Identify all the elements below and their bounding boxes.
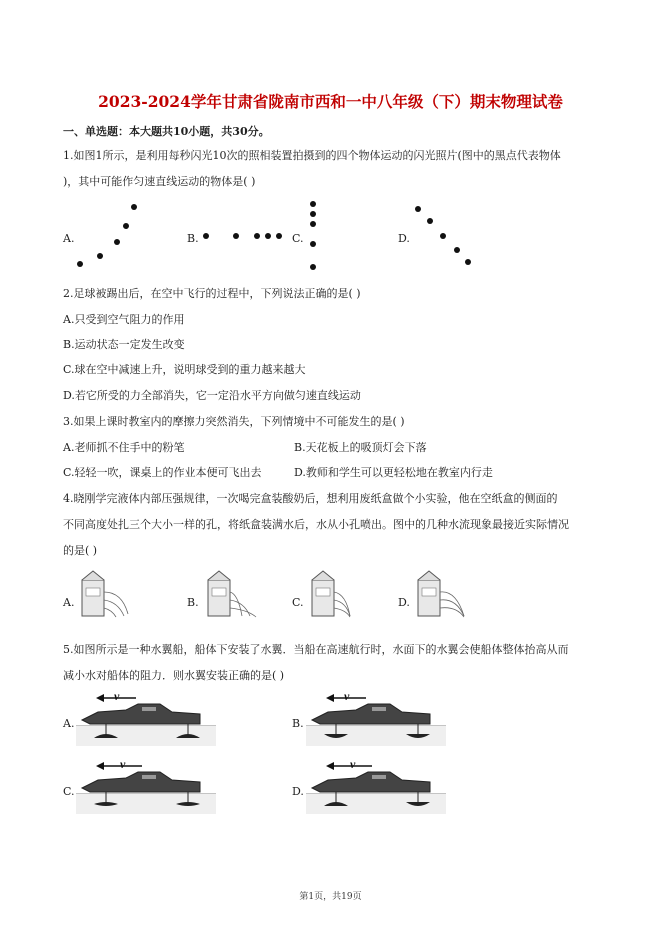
q2-option-c: C.球在空中减速上升，说明球受到的重力越来越大 <box>63 363 306 376</box>
q5-option-c-label: C. <box>63 785 75 798</box>
q2-option-d: D.若它所受的力全部消失，它一定沿水平方向做匀速直线运动 <box>63 389 361 402</box>
q1-option-b-label: B. <box>187 232 199 245</box>
velocity-symbol: v <box>120 757 126 771</box>
q3-option-d: D.教师和学生可以更轻松地在教室内行走 <box>294 466 493 479</box>
q3-option-c: C.轻轻一吹，课桌上的作业本便可飞出去 <box>63 466 262 479</box>
q5-option-b-label: B. <box>292 717 304 730</box>
q5-boat-c <box>76 756 216 818</box>
q3-stem: 3.如果上课时教室内的摩擦力突然消失，下列情境中不可能发生的是( ) <box>63 415 405 428</box>
q5-text-line1: 5.如图所示是一种水翼船，船体下安装了水翼．当船在高速航行时，水面下的水翼会使船体整体抬高从而 <box>63 643 569 656</box>
q4-text-line2: 不同高度处扎三个大小一样的孔，将纸盒装满水后，水从小孔喷出。图中的几种水流现象最接近实际情况 <box>63 518 569 531</box>
page-footer: 第1页，共19页 <box>299 892 362 902</box>
q2-option-b: B.运动状态一定发生改变 <box>63 338 185 351</box>
q3-option-a: A.老师抓不住手中的粉笔 <box>63 441 185 454</box>
q5-text-line2: 减小水对船体的阻力．则水翼安装正确的是( ) <box>63 669 285 682</box>
q4-option-d-label: D. <box>398 596 410 609</box>
q1-option-a-label: A. <box>63 232 75 245</box>
q5-boat-a <box>76 688 216 750</box>
q2-stem: 2.足球被踢出后，在空中飞行的过程中，下列说法正确的是( ) <box>63 287 361 300</box>
q1-dots-b <box>198 228 288 244</box>
q2-option-a: A.只受到空气阻力的作用 <box>63 313 185 326</box>
exam-title: 2023-2024学年甘肃省陇南市西和一中八年级（下）期末物理试卷 <box>98 92 563 111</box>
q1-dots-a <box>72 200 142 272</box>
q4-option-c-label: C. <box>292 596 304 609</box>
q4-option-b-label: B. <box>187 596 199 609</box>
q4-carton-c <box>304 568 366 620</box>
q1-dots-c <box>306 198 320 272</box>
q1-dots-d <box>410 200 474 268</box>
velocity-symbol: v <box>344 689 350 703</box>
q1-option-c-label: C. <box>292 232 304 245</box>
q4-option-a-label: A. <box>63 596 75 609</box>
q1-text-line2: )，其中可能作匀速直线运动的物体是( ) <box>63 175 256 188</box>
q4-carton-b <box>200 568 262 620</box>
q5-boat-b <box>306 688 446 750</box>
section-header: 一、单选题：本大题共10小题，共30分。 <box>63 125 270 138</box>
q5-option-d-label: D. <box>292 785 304 798</box>
q4-text-line3: 的是( ) <box>63 544 98 557</box>
velocity-symbol: v <box>114 689 120 703</box>
q1-option-d-label: D. <box>398 232 410 245</box>
q3-option-b: B.天花板上的吸顶灯会下落 <box>294 441 427 454</box>
q4-carton-a <box>74 568 136 620</box>
q1-text-line1: 1.如图1所示，是利用每秒闪光10次的照相装置拍摄到的四个物体运动的闪光照片(图中的黑点代表物体 <box>63 149 561 162</box>
q4-carton-d <box>410 568 472 620</box>
q4-text-line1: 4.晓刚学完液体内部压强规律，一次喝完盒装酸奶后，想利用废纸盒做个小实验，他在空纸盒的侧面的 <box>63 492 558 505</box>
q5-option-a-label: A. <box>63 717 75 730</box>
velocity-symbol: v <box>350 757 356 771</box>
q5-boat-d <box>306 756 446 818</box>
